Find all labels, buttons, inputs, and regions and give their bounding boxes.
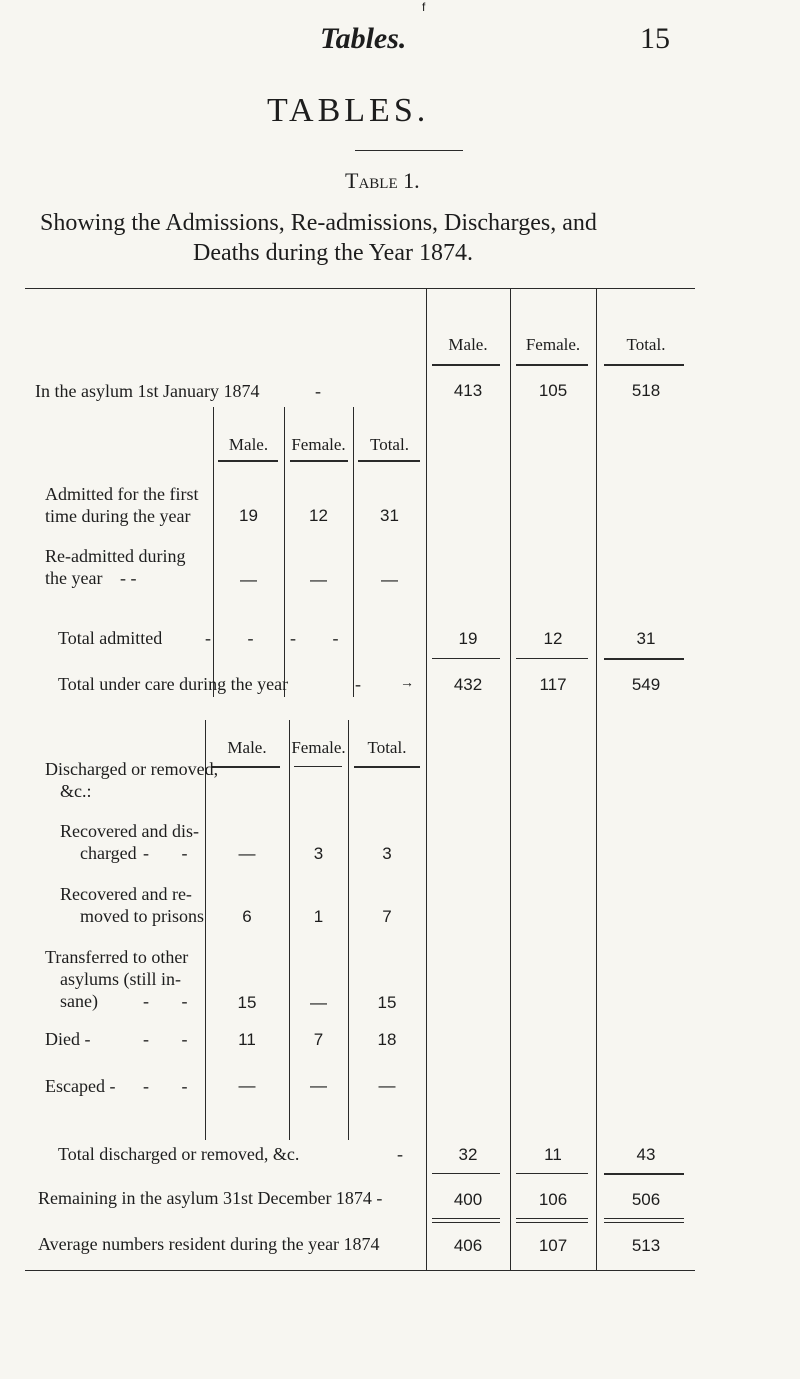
sub2-header-total: Total. xyxy=(367,738,407,757)
double-rule-total-b xyxy=(604,1222,684,1223)
col-header-male: Male. xyxy=(448,335,488,354)
table-top-rule xyxy=(25,288,695,289)
page-number: 15 xyxy=(640,22,670,55)
cell-total-admitted-total: 31 xyxy=(636,629,656,648)
sub2-underline-female xyxy=(294,766,342,767)
cell-remaining-male: 400 xyxy=(453,1190,483,1209)
leader: - - xyxy=(120,568,137,588)
leader: - xyxy=(397,1144,403,1164)
double-rule-male-b xyxy=(432,1222,500,1223)
printer-mark: f xyxy=(422,0,426,14)
table-bottom-rule xyxy=(25,1270,695,1271)
page-heading: TABLES. xyxy=(267,92,430,129)
row-label-total-admitted: Total admitted xyxy=(58,628,163,648)
cell-readmitted-male: — xyxy=(240,570,257,589)
row-label-transferred-3: sane) xyxy=(60,991,98,1011)
col-header-total: Total. xyxy=(626,335,666,354)
row-label-admitted-1: Admitted for the first xyxy=(45,484,199,504)
row-label-average: Average numbers resident during the year 1874 xyxy=(38,1234,380,1254)
subtotal-rule-female xyxy=(516,658,588,659)
double-rule-male-a xyxy=(432,1218,500,1219)
sub1-underline-male xyxy=(218,460,278,462)
leader: - - xyxy=(143,843,202,863)
row-label-prisons-2: moved to prisons xyxy=(80,906,204,926)
subtotal2-rule-total xyxy=(604,1173,684,1175)
sub2-header-female: Female. xyxy=(291,738,346,757)
cell-transferred-female: — xyxy=(310,993,327,1012)
leader: - - xyxy=(143,1076,202,1096)
cell-admitted-total: 31 xyxy=(380,506,399,525)
row-label-died: Died - xyxy=(45,1029,91,1049)
heading-rule xyxy=(355,150,463,151)
cell-total-admitted-female: 12 xyxy=(543,629,563,648)
row-label-transferred-2: asylums (still in- xyxy=(60,969,181,989)
cell-average-male: 406 xyxy=(453,1236,483,1255)
col-divider-3 xyxy=(596,288,597,1270)
sub1-header-female: Female. xyxy=(291,435,346,454)
sub1-underline-total xyxy=(358,460,420,462)
leader: - - xyxy=(143,1029,202,1049)
subtotal-rule-total xyxy=(604,658,684,660)
cell-under-care-male: 432 xyxy=(453,675,483,694)
cell-prisons-total: 7 xyxy=(382,907,392,926)
row-label-readmitted-1: Re-admitted during xyxy=(45,546,186,566)
cell-escaped-total: — xyxy=(378,1076,396,1095)
caption-line-1: Showing the Admissions, Re-admissions, Discharges, and xyxy=(40,210,597,236)
sub2-underline-male xyxy=(212,766,280,768)
arrow-mark: → xyxy=(400,676,414,691)
row-label-escaped: Escaped - xyxy=(45,1076,116,1096)
cell-under-care-female: 117 xyxy=(539,675,567,694)
cell-remaining-total: 506 xyxy=(631,1190,661,1209)
sub2-underline-total xyxy=(354,766,420,768)
cell-escaped-male: — xyxy=(238,1076,256,1095)
col-divider-2 xyxy=(510,288,511,1270)
leader: - - xyxy=(143,991,202,1011)
col-header-female: Female. xyxy=(525,335,581,354)
row-label-remaining: Remaining in the asylum 31st December 1874 - xyxy=(38,1188,383,1208)
row-label-prisons-1: Recovered and re- xyxy=(60,884,192,904)
row-label-transferred-1: Transferred to other xyxy=(45,947,189,967)
cell-prisons-female: 1 xyxy=(313,907,324,926)
double-rule-female-b xyxy=(516,1222,588,1223)
double-rule-female-a xyxy=(516,1218,588,1219)
sub1-header-total: Total. xyxy=(370,435,409,454)
cell-recovered-total: 3 xyxy=(382,844,392,863)
leader: - - - - xyxy=(205,628,355,648)
row-label-total-discharged: Total discharged or removed, &c. xyxy=(58,1144,300,1164)
cell-died-male: 11 xyxy=(238,1030,256,1049)
cell-transferred-total: 15 xyxy=(377,993,397,1012)
cell-recovered-female: 3 xyxy=(313,844,324,863)
cell-total-discharged-total: 43 xyxy=(636,1145,656,1164)
header-underline-total xyxy=(604,364,684,366)
sub1-underline-female xyxy=(290,460,348,462)
col-divider-1 xyxy=(426,288,427,1270)
cell-readmitted-total: — xyxy=(381,570,398,589)
sub2-header-male: Male. xyxy=(227,738,267,757)
cell-recovered-male: — xyxy=(238,844,256,863)
subtotal2-rule-female xyxy=(516,1173,588,1174)
row-label-total-under-care: Total under care during the year xyxy=(58,674,289,694)
cell-readmitted-female: — xyxy=(310,570,327,589)
row-label-admitted-2: time during the year xyxy=(45,506,191,526)
header-underline-female xyxy=(516,364,588,366)
cell-total-admitted-male: 19 xyxy=(458,629,478,648)
cell-remaining-female: 106 xyxy=(538,1190,568,1209)
header-underline-male xyxy=(432,364,500,366)
running-head: Tables. xyxy=(320,22,407,55)
cell-admitted-female: 12 xyxy=(309,506,328,525)
leader: - xyxy=(315,381,321,401)
double-rule-total-a xyxy=(604,1218,684,1219)
cell-transferred-male: 15 xyxy=(237,993,257,1012)
row-label-in-asylum: In the asylum 1st January 1874 xyxy=(35,381,260,401)
subtotal-rule-male xyxy=(432,658,500,659)
row-label-recovered-1: Recovered and dis- xyxy=(60,821,199,841)
row-label-discharged-1: Discharged or removed, xyxy=(45,759,219,779)
cell-total-discharged-female: 11 xyxy=(544,1145,562,1164)
cell-in-asylum-male: 413 xyxy=(453,381,483,400)
subtotal2-rule-male xyxy=(432,1173,500,1174)
caption-line-2: Deaths during the Year 1874. xyxy=(193,240,473,266)
cell-total-discharged-male: 32 xyxy=(458,1145,478,1164)
table-label: Table 1. xyxy=(345,168,420,193)
cell-under-care-total: 549 xyxy=(631,675,661,694)
row-label-discharged-2: &c.: xyxy=(60,781,92,801)
cell-in-asylum-total: 518 xyxy=(631,381,661,400)
sub1-header-male: Male. xyxy=(228,435,269,454)
cell-average-total: 513 xyxy=(631,1236,661,1255)
cell-escaped-female: — xyxy=(310,1076,327,1095)
cell-in-asylum-female: 105 xyxy=(538,381,568,400)
leader: - xyxy=(355,674,361,694)
row-label-recovered-2: charged xyxy=(80,843,137,863)
cell-prisons-male: 6 xyxy=(242,907,252,926)
cell-average-female: 107 xyxy=(538,1236,568,1255)
cell-admitted-male: 19 xyxy=(239,506,258,525)
row-label-readmitted-2: the year xyxy=(45,568,103,588)
cell-died-total: 18 xyxy=(377,1030,397,1049)
cell-died-female: 7 xyxy=(313,1030,324,1049)
